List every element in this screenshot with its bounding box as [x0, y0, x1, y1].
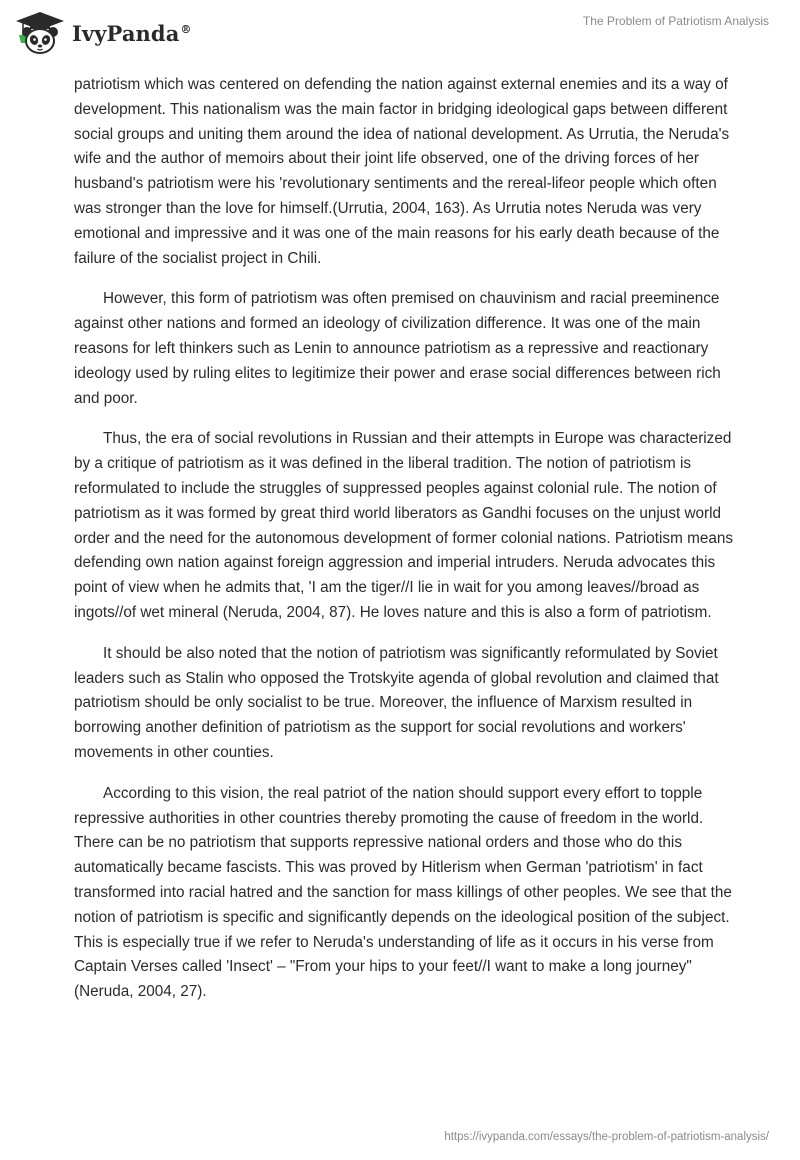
essay-body	[74, 73, 734, 1021]
paragraph-1: patriotism which was centered on defending the nation against external enemies and its a way of development. This nationalism was the main factor in bridging ideological gaps between different social groups and uniting them around the idea of national development. As Urrutia, the Neruda's wife and the author of memoirs about their joint life observed, one of the driving forces of her husband's patriotism were his 'revolutionary sentiments and the rereal-lifeor people which often was stronger than the love for himself.(Urrutia, 2004, 163). As Urrutia notes Neruda was very emotional and impressive and it was one of the main reasons for his early death because of the failure of the socialist project in Chili.	[74, 76, 730, 267]
paragraph-3: Thus, the era of social revolutions in Russian and their attempts in Europe was characterized by a critique of patriotism as it was defined in the liberal tradition. The notion of patriotism is reformulated to include the struggles of suppressed peoples against colonial rule. The notion of patriotism as it was formed by great third world liberators as Gandhi focuses on the unjust world order and the need for the autonomous development of former colonial nations. Patriotism means defending own nation against foreign aggression and imperial intruders. Neruda advocates this point of view when he admits that, 'I am the tiger//I lie in wait for you among leaves//broad as ingots//of wet mineral (Neruda, 2004, 87). He loves nature and this is also a form of patriotism.	[74, 430, 733, 621]
page-header	[0, 0, 800, 70]
brand-name: IvyPanda®	[72, 20, 192, 46]
paragraph-2: However, this form of patriotism was often premised on chauvinism and racial preeminence against other nations and formed an ideology of civilization difference. It was one of the main reasons for left thinkers such as Lenin to announce patriotism as a repressive and reactionary ideology used by ruling elites to legitimize their power and erase social differences between rich and poor.	[74, 290, 721, 407]
paragraph-5: According to this vision, the real patriot of the nation should support every effort to topple repressive authorities in other countries thereby promoting the cause of freedom in the world. There can be no patriotism that supports repressive national orders and those who do this automatically became fascists. This was proved by Hitlerism when German 'patriotism' in fact transformed into racial hatred and the sanction for mass killings of other peoples. We see that the notion of patriotism is specific and significantly depends on the ideological position of the subject. This is especially true if we refer to Neruda's understanding of life as it occurs in his verse from Captain Verses called 'Insect' – "From your hips to your feet//I want to make a long journey" (Neruda, 2004, 27).	[74, 784, 732, 1001]
document-title: The Problem of Patriotism Analysis	[582, 14, 769, 28]
registered-mark: ®	[180, 22, 192, 36]
paragraph-4: It should be also noted that the notion of patriotism was significantly reformulated by Soviet leaders such as Stalin who opposed the Trotskyite agenda of global revolution and claimed that patriotism should be only socialist to be true. Moreover, the influence of Marxism resulted in borrowing another definition of patriotism as the support for social revolutions and workers' movements in other counties.	[74, 644, 719, 761]
panda-graduate-icon	[14, 10, 66, 56]
ivypanda-logo[interactable]	[14, 8, 192, 58]
source-url-link[interactable]: https://ivypanda.com/essays/the-problem-of-patriotism-analysis/	[444, 1131, 769, 1143]
